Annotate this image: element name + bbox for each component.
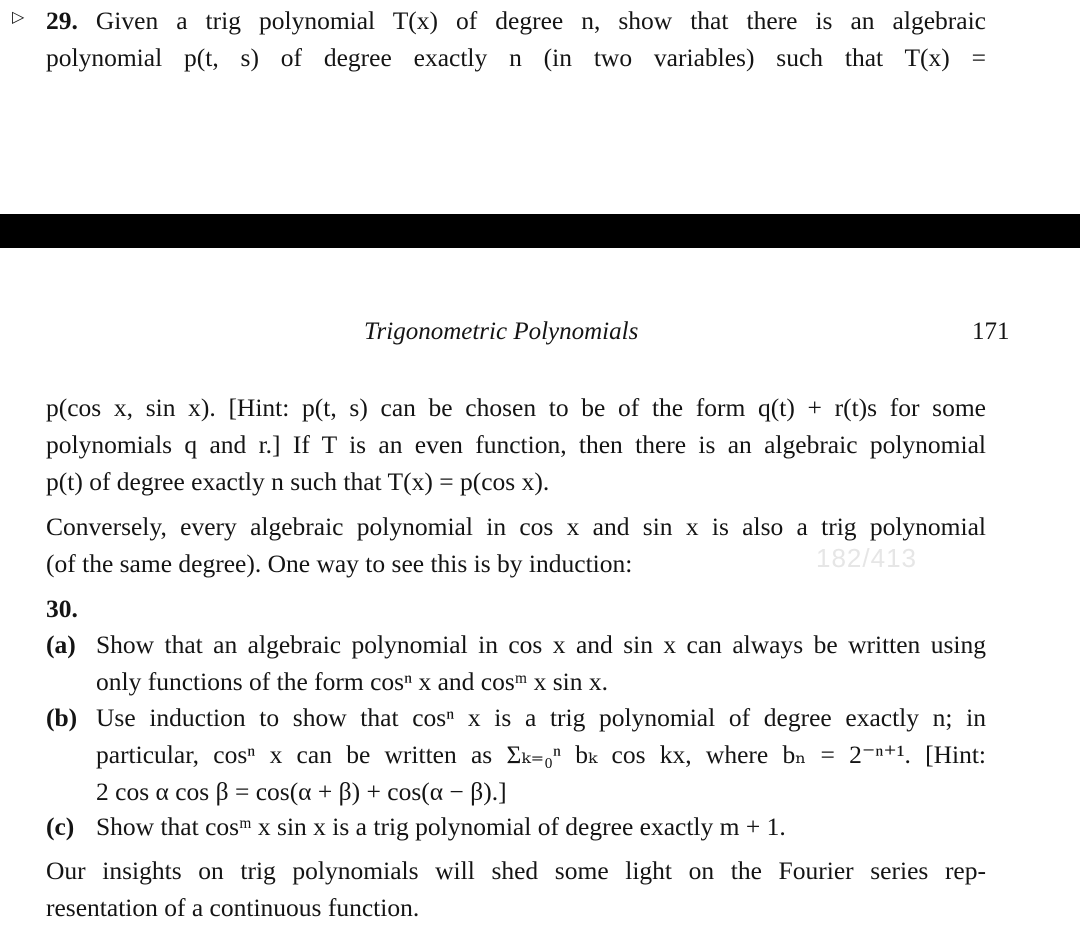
part-b-label: (b) bbox=[46, 703, 78, 732]
part-b-line-2: particular, cosⁿ x can be written as Σₖ₌₀ⁿ bₖ cos kx, where bₙ = 2⁻ⁿ⁺¹. [Hint: bbox=[96, 740, 986, 769]
problem-29-number: 29. bbox=[46, 6, 78, 35]
part-a-line-1: Show that an algebraic polynomial in cos x and sin x can always be written using bbox=[96, 630, 986, 659]
part-c-body bbox=[96, 808, 986, 845]
part-a-label: (a) bbox=[46, 630, 76, 659]
running-head-title: Trigonometric Polynomials bbox=[364, 318, 639, 345]
page-number: 171 bbox=[972, 318, 1010, 345]
problem-30-number: 30. bbox=[46, 594, 78, 623]
part-b-line-1: Use induction to show that cosⁿ x is a trig polynomial of degree exactly n; in bbox=[96, 703, 986, 732]
cut-off-next-line bbox=[0, 938, 1080, 945]
paragraph-insights-line-1: Our insights on trig polynomials will shed some light on the Fourier series rep- bbox=[46, 856, 986, 885]
paragraph-conversely-line-1: Conversely, every algebraic polynomial in cos x and sin x is also a trig polynomial bbox=[46, 512, 986, 541]
part-b-line-3: 2 cos α cos β = cos(α + β) + cos(α − β).] bbox=[96, 777, 507, 806]
part-b-body bbox=[96, 699, 986, 810]
page-gap-divider bbox=[0, 214, 1080, 248]
part-c-line-1: Show that cosᵐ x sin x is a trig polynomial of degree exactly m + 1. bbox=[96, 812, 786, 841]
paragraph-insights bbox=[46, 852, 986, 926]
part-c-label: (c) bbox=[46, 812, 75, 841]
paragraph-hint-line-3: p(t) of degree exactly n such that T(x) = p(cos x). bbox=[46, 467, 550, 496]
running-head bbox=[0, 313, 1080, 353]
paragraph-hint-line-1: p(cos x, sin x). [Hint: p(t, s) can be chosen to be of the form q(t) + r(t)s for some bbox=[46, 393, 986, 422]
paragraph-conversely-line-2: (of the same degree). One way to see this is by induction: bbox=[46, 549, 633, 578]
triangle-marker-icon: ▷ bbox=[12, 9, 25, 26]
page-counter-watermark: 182/413 bbox=[816, 543, 917, 573]
paragraph-insights-line-2: resentation of a continuous function. bbox=[46, 893, 420, 922]
problem-29 bbox=[46, 2, 986, 76]
part-a-line-2: only functions of the form cosⁿ x and cosᵐ x sin x. bbox=[96, 667, 609, 696]
paragraph-hint bbox=[46, 389, 986, 500]
part-a-body bbox=[96, 626, 986, 700]
problem-29-line-2: polynomial p(t, s) of degree exactly n (in two variables) such that T(x) = bbox=[46, 43, 986, 72]
paragraph-hint-line-2: polynomials q and r.] If T is an even function, then there is an algebraic polynomial bbox=[46, 430, 986, 459]
problem-29-text-1: Given a trig polynomial T(x) of degree n, show that there is an algebraic bbox=[95, 6, 986, 35]
problem-29-line-1 bbox=[46, 2, 986, 39]
